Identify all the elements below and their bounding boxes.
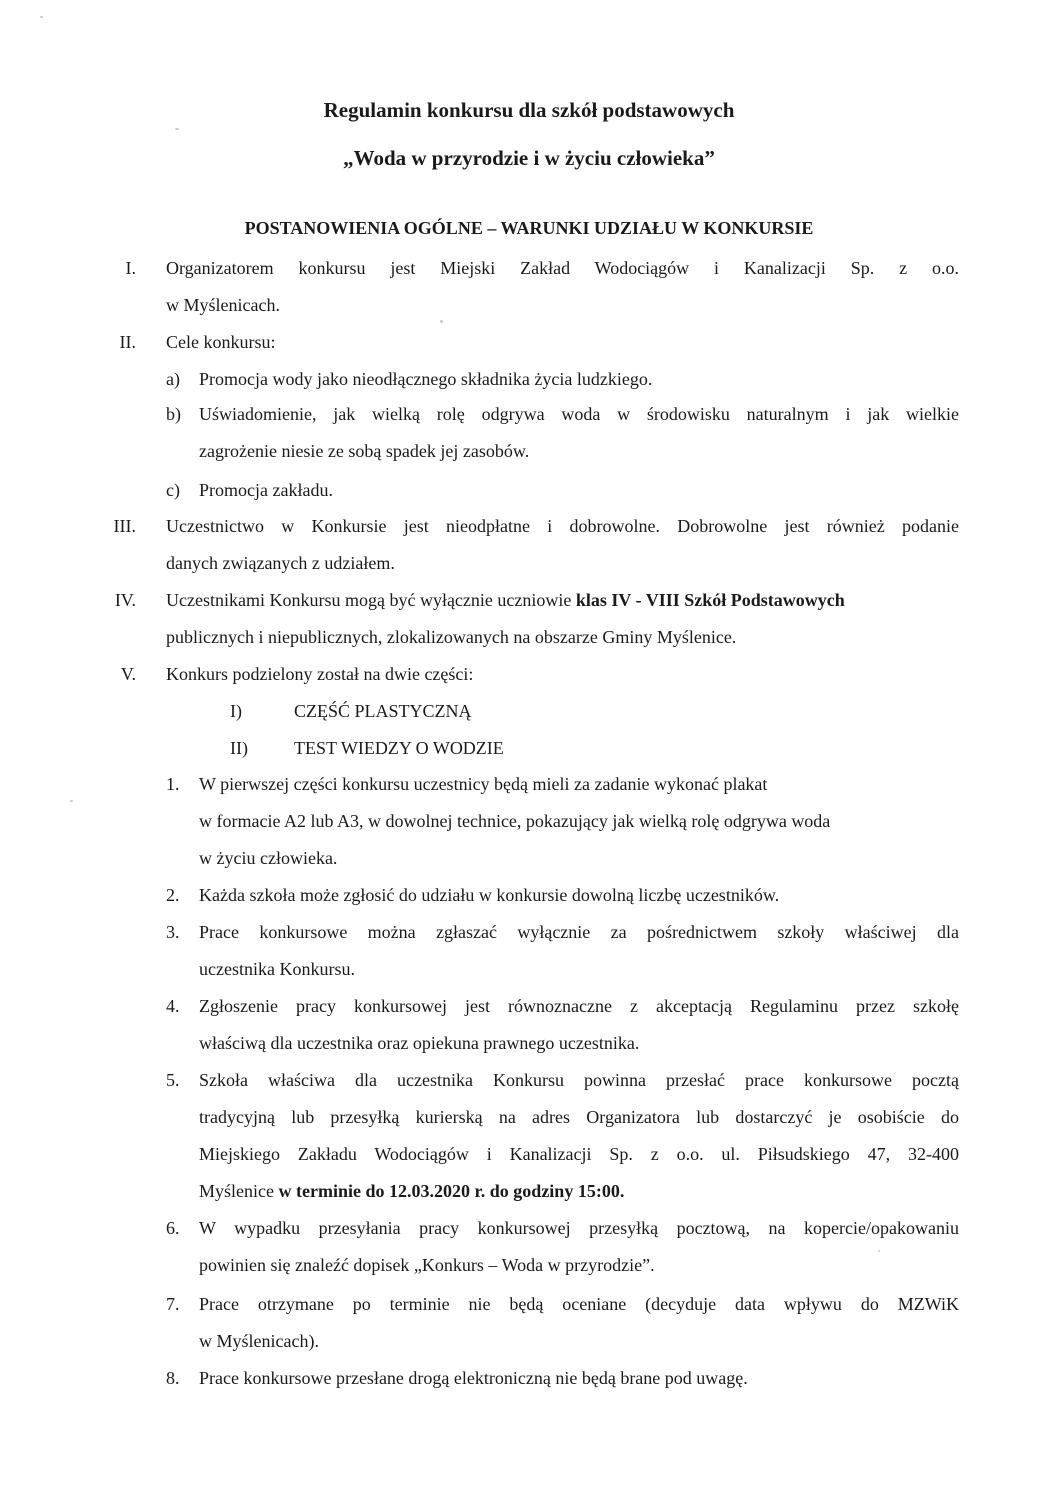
- numbered-text: tradycyjną lub przesyłką kurierską na adres Organizatora lub dostarczyć je osobiście do: [199, 1107, 959, 1127]
- section-text-regular: Uczestnikami Konkursu mogą być wyłącznie uczniowie: [166, 590, 576, 610]
- section-text: Organizatorem konkursu jest Miejski Zakład Wodociągów i Kanalizacji Sp. z o.o.: [166, 258, 959, 278]
- section-numeral: I.: [125, 258, 136, 278]
- part-marker: II): [230, 738, 248, 758]
- numbered-text: W pierwszej części konkursu uczestnicy będą mieli za zadanie wykonać plakat: [199, 774, 768, 794]
- section-text: danych związanych z udziałem.: [166, 553, 395, 573]
- numbered-text: Szkoła właściwa dla uczestnika Konkursu powinna przesłać prace konkursowe pocztą: [199, 1070, 959, 1090]
- part-marker: I): [230, 701, 242, 721]
- numbered-marker: 4.: [166, 996, 180, 1016]
- numbered-text: W wypadku przesyłania pracy konkursowej przesyłką pocztową, na kopercie/opakowaniu: [199, 1218, 959, 1238]
- numbered-marker: 5.: [166, 1070, 180, 1090]
- numbered-marker: 3.: [166, 922, 180, 942]
- section-text-bold: klas IV - VIII Szkół Podstawowych: [575, 590, 845, 610]
- scan-speck: [70, 800, 73, 802]
- numbered-marker: 7.: [166, 1294, 180, 1314]
- section-text: [166, 590, 959, 611]
- numbered-marker: 6.: [166, 1218, 180, 1238]
- list-marker: a): [166, 369, 180, 389]
- section-text: Cele konkursu:: [166, 332, 276, 352]
- scan-speck: [40, 16, 43, 18]
- list-item-text: Uświadomienie, jak wielką rolę odgrywa woda w środowisku naturalnym i jak wielkie: [199, 404, 959, 424]
- part-text: TEST WIEDZY O WODZIE: [294, 738, 504, 758]
- list-marker: c): [166, 480, 180, 500]
- numbered-text: Prace konkursowe można zgłaszać wyłącznie za pośrednictwem szkoły właściwej dla: [199, 922, 959, 942]
- numbered-text: Zgłoszenie pracy konkursowej jest równoznaczne z akceptacją Regulaminu przez szkołę: [199, 996, 959, 1016]
- document-title: Regulamin konkursu dla szkół podstawowych: [323, 98, 735, 122]
- section-numeral: II.: [119, 332, 136, 352]
- document-subtitle: „Woda w przyrodzie i w życiu człowieka”: [343, 146, 715, 170]
- numbered-text: w formacie A2 lub A3, w dowolnej technice, pokazujący jak wielką rolę odgrywa woda: [199, 811, 831, 831]
- numbered-text: właściwą dla uczestnika oraz opiekuna prawnego uczestnika.: [199, 1033, 640, 1053]
- numbered-text: powinien się znaleźć dopisek „Konkurs – Woda w przyrodzie”.: [199, 1255, 655, 1275]
- numbered-text: [199, 1181, 624, 1202]
- section-numeral: V.: [120, 664, 136, 684]
- section-text: publicznych i niepublicznych, zlokalizowanych na obszarze Gminy Myślenice.: [166, 627, 737, 647]
- section-heading: POSTANOWIENIA OGÓLNE – WARUNKI UDZIAŁU W KONKURSIE: [244, 218, 814, 238]
- numbered-text: uczestnika Konkursu.: [199, 959, 355, 979]
- numbered-text: Prace otrzymane po terminie nie będą oceniane (decyduje data wpływu do MZWiK: [199, 1294, 959, 1314]
- list-item-text: Promocja wody jako nieodłącznego składnika życia ludzkiego.: [199, 369, 653, 389]
- numbered-text: Prace konkursowe przesłane drogą elektroniczną nie będą brane pod uwagę.: [199, 1368, 748, 1388]
- section-text: Uczestnictwo w Konkursie jest nieodpłatne i dobrowolne. Dobrowolne jest również podanie: [166, 516, 959, 536]
- numbered-marker: 1.: [166, 774, 180, 794]
- section-text: w Myślenicach.: [166, 295, 280, 315]
- scan-speck: [440, 320, 443, 323]
- list-marker: b): [166, 404, 181, 424]
- numbered-text: w życiu człowieka.: [199, 848, 338, 868]
- deadline-text: w terminie do 12.03.2020 r. do godziny 15:00.: [278, 1181, 625, 1201]
- section-numeral: III.: [113, 516, 136, 536]
- list-item-text: Promocja zakładu.: [199, 480, 333, 500]
- numbered-marker: 2.: [166, 885, 180, 905]
- numbered-text: w Myślenicach).: [199, 1331, 319, 1351]
- section-numeral: IV.: [114, 590, 136, 610]
- scan-speck: [878, 1250, 880, 1252]
- scan-speck: [175, 128, 179, 130]
- part-text: CZĘŚĆ PLASTYCZNĄ: [294, 701, 472, 721]
- numbered-text-regular: Myślenice: [199, 1181, 279, 1201]
- list-item-text: zagrożenie niesie ze sobą spadek jej zasobów.: [199, 441, 530, 461]
- numbered-marker: 8.: [166, 1368, 180, 1388]
- section-text: Konkurs podzielony został na dwie części:: [166, 664, 474, 684]
- numbered-text: Każda szkoła może zgłosić do udziału w konkursie dowolną liczbę uczestników.: [199, 885, 780, 905]
- numbered-text: Miejskiego Zakładu Wodociągów i Kanalizacji Sp. z o.o. ul. Piłsudskiego 47, 32-400: [199, 1144, 959, 1164]
